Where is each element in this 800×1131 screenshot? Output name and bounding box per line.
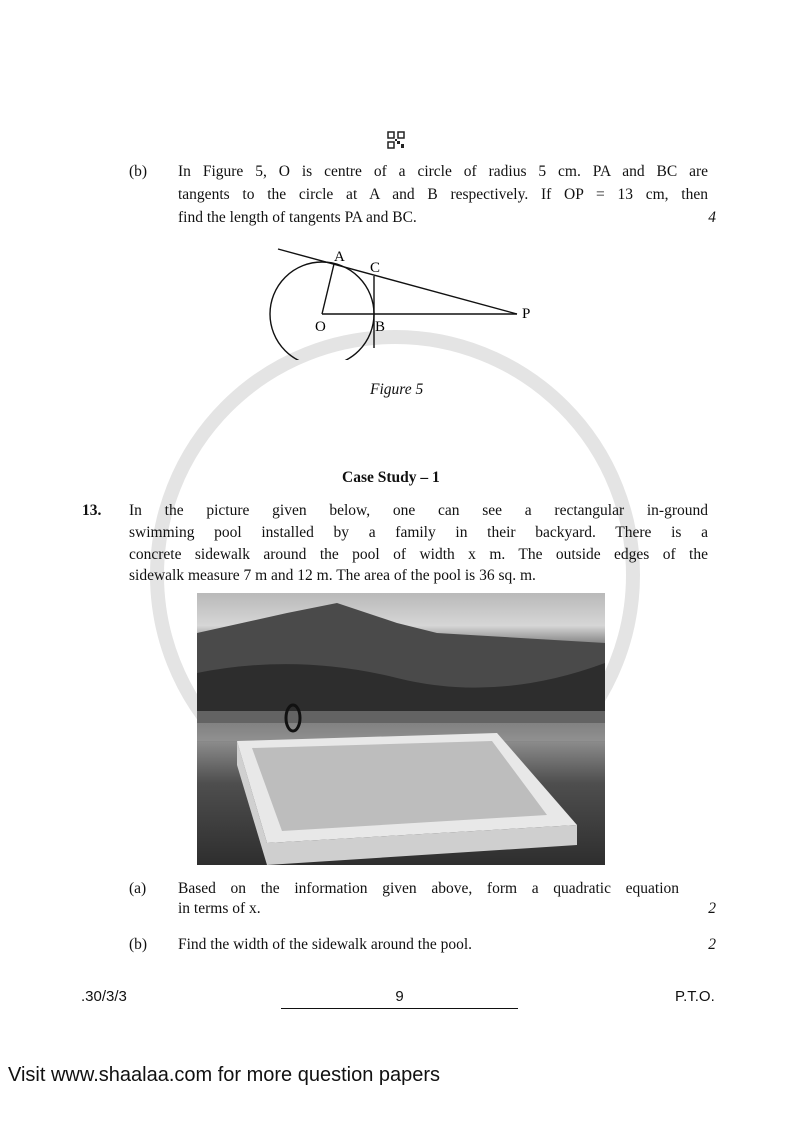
case-study-heading: Case Study – 1 — [342, 469, 440, 486]
part-a-line: Based on the information given above, form a quadratic equation — [178, 880, 679, 897]
part-b-line: Find the width of the sidewalk around the pool. — [178, 936, 473, 953]
question-12b-label: (b) — [129, 163, 148, 180]
figure-caption: Figure 5 — [370, 381, 424, 398]
tangent-pa — [278, 249, 517, 314]
point-p-label: P — [522, 306, 531, 322]
radius-oa — [322, 264, 334, 314]
point-o-label: O — [315, 319, 326, 335]
point-a-label: A — [334, 249, 345, 265]
part-b-marks: 2 — [708, 936, 716, 953]
swimming-pool-photo — [197, 593, 605, 865]
pto-label: P.T.O. — [675, 988, 715, 1005]
point-c-label: C — [370, 260, 381, 276]
page-number: 9 — [281, 988, 518, 1009]
part-a-marks: 2 — [708, 900, 716, 917]
question-12b-line: tangents to the circle at A and B respectively. If OP = 13 cm, then — [178, 186, 708, 203]
question-13-line: In the picture given below, one can see a rectangular in-ground — [129, 502, 708, 519]
qr-code-icon — [387, 131, 405, 149]
shaalaa-banner: Visit www.shaalaa.com for more question papers — [8, 1064, 441, 1086]
point-b-label: B — [375, 319, 386, 335]
question-13-number: 13. — [82, 502, 102, 519]
question-13-line: concrete sidewalk around the pool of width x m. The outside edges of the — [129, 546, 708, 563]
paper-code: .30/3/3 — [81, 988, 127, 1005]
part-a-line: in terms of x. — [178, 900, 261, 917]
question-13-line: swimming pool installed by a family in their backyard. There is a — [129, 524, 708, 541]
part-b-label: (b) — [129, 936, 148, 953]
part-a-label: (a) — [129, 880, 147, 897]
question-12b-line: find the length of tangents PA and BC. — [178, 209, 417, 226]
figure-5 — [260, 240, 560, 360]
question-13-line: sidewalk measure 7 m and 12 m. The area of the pool is 36 sq. m. — [129, 567, 536, 584]
question-12b-marks: 4 — [708, 209, 716, 226]
question-12b-line: In Figure 5, O is centre of a circle of radius 5 cm. PA and BC are — [178, 163, 708, 180]
pool-illustration — [197, 593, 605, 865]
circle — [270, 262, 374, 360]
